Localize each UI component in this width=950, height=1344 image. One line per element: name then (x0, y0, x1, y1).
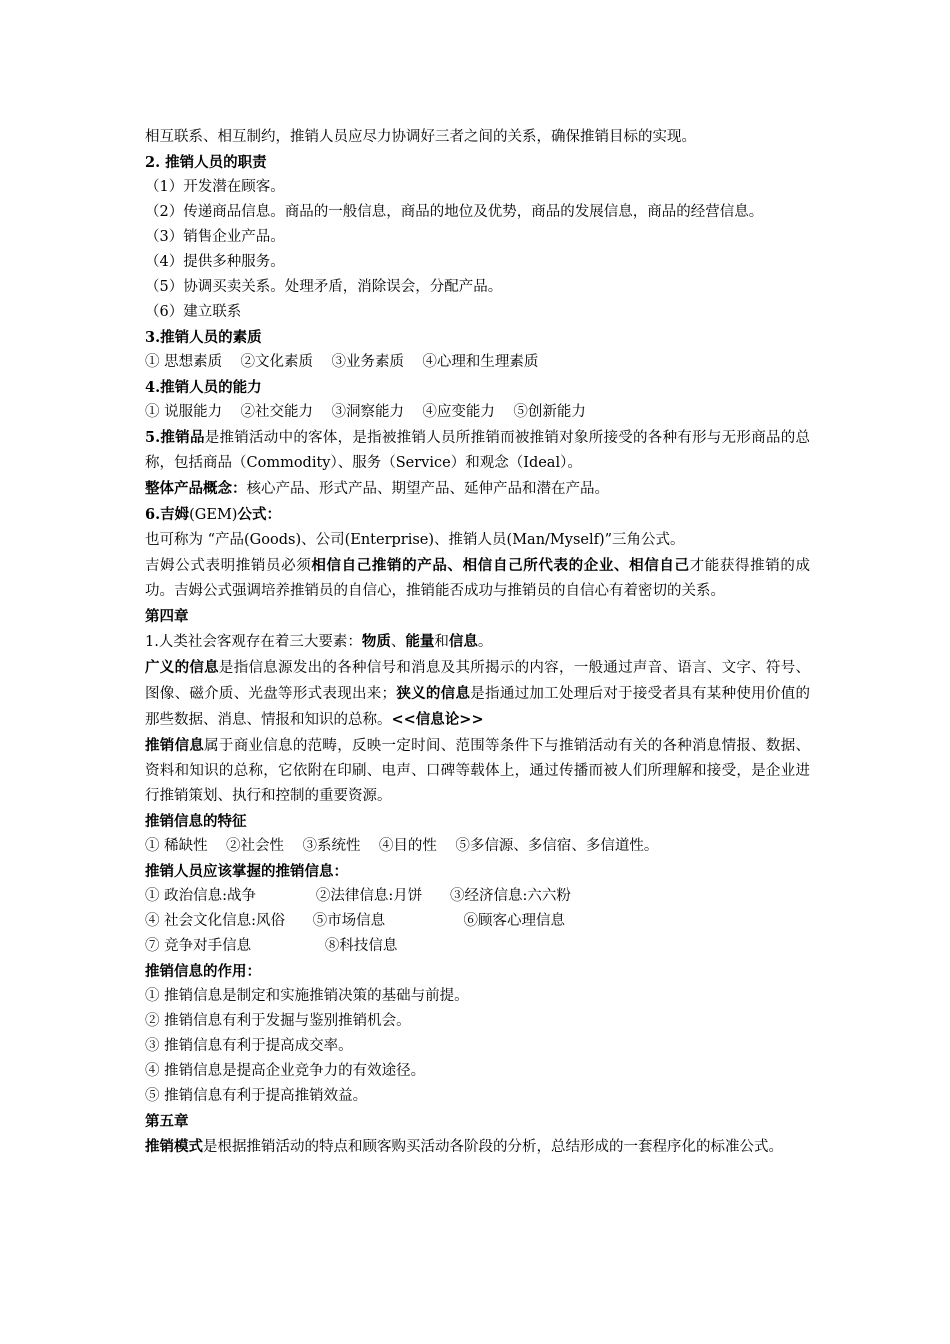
duty-item-1: （1）开发潜在顾客。 (145, 179, 285, 195)
duty-item-5: （5）协调买卖关系。处理矛盾，消除误会，分配产品。 (145, 279, 503, 295)
term-sales-information: 推销信息 (145, 737, 205, 754)
narrow-information-text: 是指通过加工处理后对于接受者具有某种使用价值的那些数据、消息、情报和知识的总称。 (145, 686, 811, 728)
features-list: ① 稀缺性 ②社会性 ③系统性 ④目的性 ⑤多信源、多信宿、多信道性。 (145, 838, 659, 854)
broad-information-text: 是指信息源发出的各种信号和消息及其所揭示的内容，一般通过声音、语言、文字、符号、图像、磁介质、光盘等形式表现出来； (145, 660, 810, 702)
term-sales-model: 推销模式 (145, 1138, 203, 1155)
elements-information: 信息 (448, 633, 478, 650)
elements-energy: 能量 (405, 633, 435, 650)
heading-gem-formula (145, 502, 810, 528)
heading-salesperson-quality: 3.推销人员的素质 (145, 329, 262, 346)
elements-end: 。 (477, 634, 493, 650)
paragraph-sales-information (145, 733, 810, 809)
sales-model-text: 是根据推销活动的特点和顾客购买活动各阶段的分析，总结形成的一套程序化的标准公式。 (203, 1139, 783, 1155)
role-item-5: ⑤ 推销信息有利于提高推销效益。 (145, 1088, 368, 1104)
heading-information-roles: 推销信息的作用： (145, 963, 261, 980)
gem-title-part1: 6.吉姆 (145, 506, 190, 523)
term-sales-product: 5.推销品 (145, 429, 205, 446)
gem-title-part2: (GEM) (189, 507, 238, 523)
role-item-3: ③ 推销信息有利于提高成交率。 (145, 1038, 353, 1054)
quality-list: ① 思想素质 ②文化素质 ③业务素质 ④心理和生理素质 (145, 354, 539, 370)
gem-text-b: 相信自己推销的产品、相信自己所代表的企业、相信自己 (311, 557, 690, 574)
role-item-2: ② 推销信息有利于发掘与鉴别推销机会。 (145, 1013, 411, 1029)
three-elements (145, 629, 810, 655)
heading-salesperson-duties: 2. 推销人员的职责 (145, 154, 267, 171)
duty-item-2: （2）传递商品信息。商品的一般信息，商品的地位及优势，商品的发展信息，商品的经营信息。 (145, 204, 764, 220)
sales-information-text: 属于商业信息的范畴，反映一定时间、范围等条件下与推销活动有关的各种消息情报、数据、资料和知识的总称，它依附在印刷、电声、口碑等载体上，通过传播而被人们所理解和接受，是企业进行推销策划、执行和控制的重要资源。 (145, 738, 811, 804)
term-whole-product: 整体产品概念： (145, 480, 247, 497)
heading-salesperson-ability: 4.推销人员的能力 (145, 379, 262, 396)
continuation-text: 相互联系、相互制约，推销人员应尽力协调好三者之间的关系，确保推销目标的实现。 (145, 129, 696, 145)
sales-product-definition: 是推销活动中的客体，是指被推销人员所推销而被推销对象所接受的各种有形与无形商品的总称，包括商品（Commodity）、服务（Service）和观念（Ideal）。 (145, 430, 810, 471)
document-page (145, 125, 810, 1160)
grasp-line-2: ④ 社会文化信息:风俗 ⑤市场信息 ⑥顾客心理信息 (145, 913, 566, 929)
paragraph-gem-explanation (145, 553, 810, 604)
grasp-line-1: ① 政治信息:战争 ②法律信息:月饼 ③经济信息:六六粉 (145, 888, 571, 904)
gem-text-c: 才能获得推销的成功。吉姆公式强调培养推销员的自信心，推销能否成功与推销员的自信心有着密切的关系。 (145, 558, 811, 599)
duty-item-3: （3）销售企业产品。 (145, 229, 285, 245)
elements-and: 和 (434, 634, 449, 650)
term-narrow-information: 狭义的信息 (396, 685, 471, 702)
elements-matter: 物质 (361, 633, 391, 650)
information-theory-ref: <<信息论>> (391, 711, 484, 728)
paragraph-whole-product (145, 476, 810, 502)
role-item-1: ① 推销信息是制定和实施推销决策的基础与前提。 (145, 988, 469, 1004)
gem-text-a: 吉姆公式表明推销员必须 (145, 558, 312, 574)
duty-item-4: （4）提供多种服务。 (145, 254, 285, 270)
grasp-line-3: ⑦ 竞争对手信息 ⑧科技信息 (145, 938, 398, 954)
duty-item-6: （6）建立联系 (145, 304, 242, 320)
elements-text-a: 1.人类社会客观存在着三大要素： (145, 634, 362, 650)
whole-product-list: 核心产品、形式产品、期望产品、延伸产品和潜在产品。 (246, 481, 609, 497)
paragraph-information-definition (145, 655, 810, 733)
heading-information-features: 推销信息的特征 (145, 813, 247, 830)
paragraph-sales-product (145, 425, 810, 476)
ability-list: ① 说服能力 ②社交能力 ③洞察能力 ④应变能力 ⑤创新能力 (145, 404, 586, 420)
gem-title-part3: 公式： (237, 506, 281, 523)
term-broad-information: 广义的信息 (145, 659, 219, 676)
gem-alias: 也可称为 “产品(Goods)、公司(Enterprise)、推销人员(Man/Myself)”三角公式。 (145, 532, 685, 548)
paragraph-sales-model (145, 1134, 810, 1160)
role-item-4: ④ 推销信息是提高企业竞争力的有效途径。 (145, 1063, 426, 1079)
heading-chapter-5: 第五章 (145, 1113, 189, 1130)
heading-chapter-4: 第四章 (145, 608, 189, 625)
heading-information-to-grasp: 推销人员应该掌握的推销信息： (145, 863, 348, 880)
elements-sep: 、 (390, 634, 406, 650)
